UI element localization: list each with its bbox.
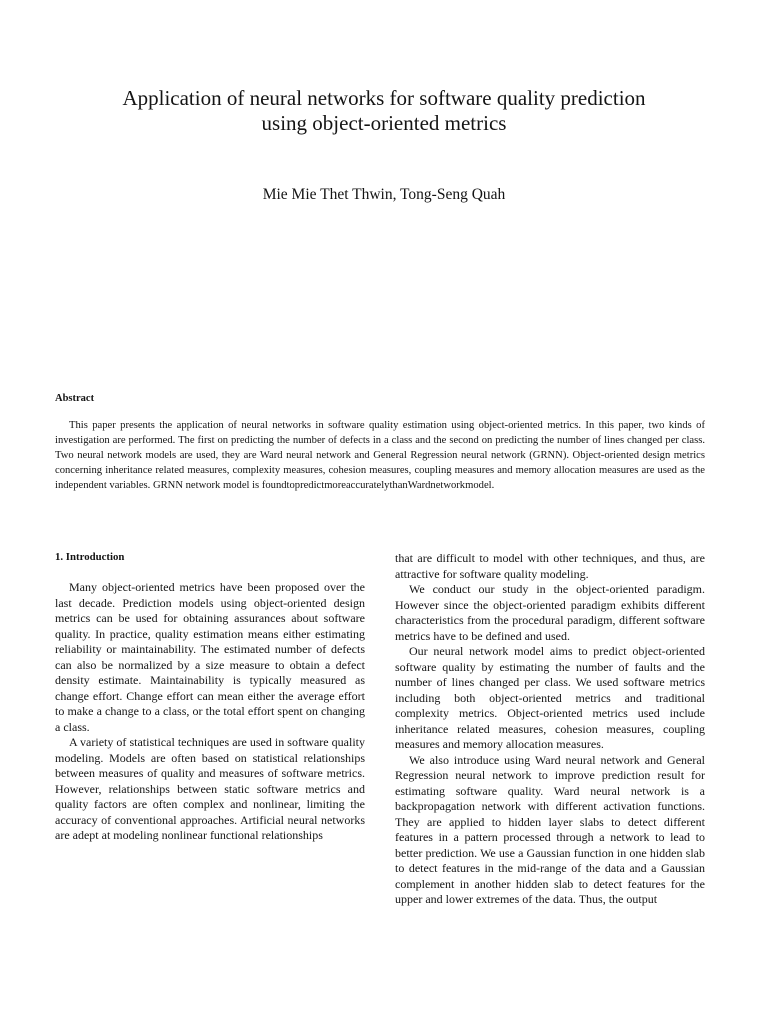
title-line-2: using object-oriented metrics (261, 111, 507, 135)
intro-continuation: that are difficult to model with other techniques, and thus, are attractive for software quality modeling. (395, 551, 705, 581)
paper-title (40, 86, 728, 136)
intro-paragraph-2: A variety of statistical techniques are used in software quality modeling. Models are often based on statistical relationships between measures of quality and measures of software metrics. However, relationships between static software metrics and quality factors are often complex and nonlinear, limiting the accuracy of conventional approaches. Artificial neural networks are adept at modeling nonlinear functional relationships (55, 735, 365, 842)
abstract-heading: Abstract (55, 393, 95, 404)
section-heading-introduction: 1. Introduction (55, 551, 125, 563)
abstract-text: This paper presents the application of neural networks in software quality estimation using object-oriented metrics. In this paper, two kinds of investigation are performed. The first on predicting the number of defects in a class and the second on predicting the number of lines changed per class. Two neural network models are used, they are Ward neural network and General Regression neural network (GRNN). Object-oriented design metrics concerning inheritance related measures, complexity measures, cohesion measures, coupling measures and memory allocation measures are used as the independent variables. GRNN network model is foundtopredictmoreaccuratelythanWardnetworkmodel. (55, 420, 705, 491)
intro-paragraph-3: We conduct our study in the object-oriented paradigm. However since the object-oriented paradigm exhibits different characteristics from the procedural paradigm, different software metrics have to be defined and used. (395, 582, 705, 643)
intro-paragraph-5: We also introduce using Ward neural network and General Regression neural network to improve prediction result for estimating software quality. Ward neural network is a backpropagation network with different activation functions. They are applied to hidden layer slabs to detect different features in a pattern processed through a network to lead to better prediction. We use a Gaussian function in one hidden slab to detect features in the mid-range of the data and a Gaussian complement in another hidden slab to detect features for the upper and lower extremes of the data. Thus, the output (395, 752, 705, 906)
intro-paragraph-1: Many object-oriented metrics have been proposed over the last decade. Prediction models using object-oriented design metrics can be used for obtaining assurances about software quality. In practice, quality estimation means either estimating reliability or maintainability. The estimated number of defects can also be normalized by a size measure to obtain a defect density estimate. Maintainability is typically measured as change effort. Change effort can mean either the average effort to make a change to a class, or the total effort spent on changing a class. (55, 580, 365, 734)
title-line-1: Application of neural networks for software quality prediction (122, 86, 646, 110)
intro-paragraph-4: Our neural network model aims to predict object-oriented software quality by estimating the number of faults and the number of lines changed per class. We used software metrics including both object-oriented metrics and traditional complexity metrics. Object-oriented metrics used include inheritance related measures, cohesion measures, coupling measures and memory allocation measures. (395, 644, 705, 751)
authors: Mie Mie Thet Thwin, Tong-Seng Quah (262, 186, 506, 203)
left-column (55, 550, 365, 844)
right-column (395, 551, 705, 908)
